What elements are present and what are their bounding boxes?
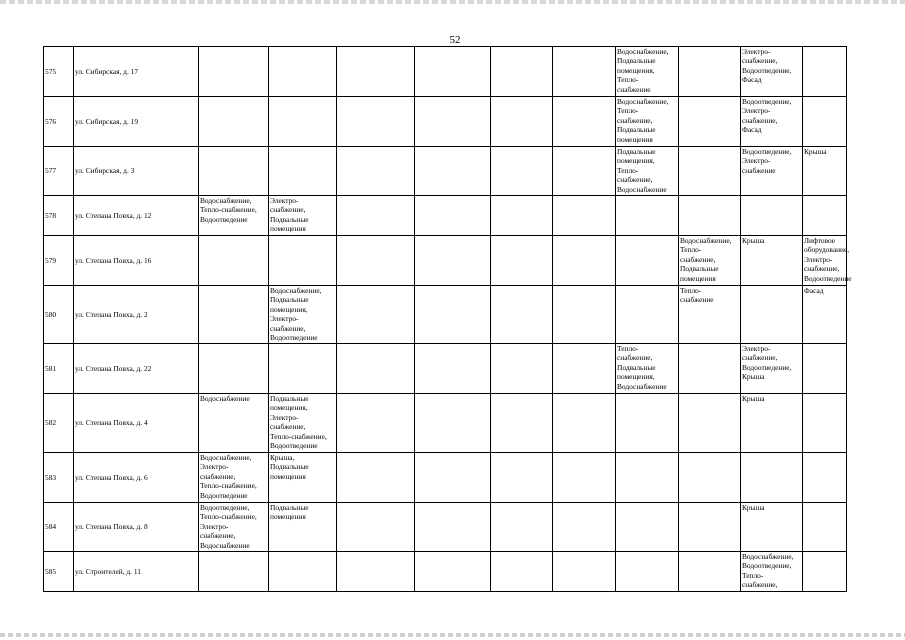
work-type-cell xyxy=(491,147,553,196)
work-type-line: Водоснабжение, xyxy=(200,196,252,205)
work-type-cell xyxy=(199,196,269,236)
work-type-cell xyxy=(741,47,803,97)
row-number: 579 xyxy=(44,236,74,286)
work-type-cell xyxy=(679,394,741,453)
work-type-cell xyxy=(553,147,616,196)
work-type-cell xyxy=(199,286,269,344)
work-type-cell xyxy=(741,286,803,344)
work-type-cell xyxy=(553,196,616,236)
work-type-cell xyxy=(337,147,415,196)
work-type-line: помещения, xyxy=(617,65,655,75)
work-type-cell xyxy=(491,344,553,394)
work-type-line: Водоотведение xyxy=(200,214,248,224)
table-row xyxy=(44,286,847,344)
work-type-line: Водоснабжение xyxy=(617,184,667,194)
work-type-line: снабжение, xyxy=(742,353,778,363)
work-type-line: Подвальные xyxy=(680,264,719,274)
work-type-cell xyxy=(415,147,491,196)
work-type-cell xyxy=(616,552,679,592)
work-type-cell xyxy=(616,286,679,344)
work-type-cell xyxy=(269,503,337,552)
work-type-line: Подвальные xyxy=(270,295,309,305)
work-type-line: снабжение xyxy=(680,295,714,305)
work-type-cell xyxy=(553,97,616,147)
work-type-line: Электро- xyxy=(742,47,771,56)
table-row xyxy=(44,552,847,592)
work-type-line: Водоотведение xyxy=(200,490,248,500)
work-type-line: Тепло-снабжение, xyxy=(270,431,327,441)
table-row xyxy=(44,503,847,552)
work-type-line: Крыша, xyxy=(270,453,295,462)
work-type-line: снабжение xyxy=(617,84,651,94)
work-type-cell xyxy=(337,196,415,236)
work-type-line: снабжение, xyxy=(742,580,778,590)
work-type-cell xyxy=(415,453,491,503)
work-type-line: снабжение, xyxy=(270,205,306,215)
work-type-cell xyxy=(803,286,847,344)
work-type-line: Тепло- xyxy=(617,106,639,116)
work-type-line: Лифтовое xyxy=(804,236,836,245)
work-type-cell xyxy=(415,552,491,592)
page-number: 52 xyxy=(449,34,461,46)
work-type-line: Подвальные xyxy=(617,56,656,66)
work-type-cell xyxy=(616,503,679,552)
work-type-line: Водоснабжение, xyxy=(680,236,732,245)
work-type-cell xyxy=(269,196,337,236)
work-type-cell xyxy=(199,236,269,286)
work-type-cell xyxy=(491,196,553,236)
address-cell: ул. Сибирская, д. 3 xyxy=(74,147,199,196)
table-row xyxy=(44,344,847,394)
work-type-cell xyxy=(741,344,803,394)
work-type-cell xyxy=(553,286,616,344)
work-type-line: снабжение, xyxy=(270,323,306,333)
work-type-cell xyxy=(553,236,616,286)
work-type-cell xyxy=(491,394,553,453)
work-type-cell xyxy=(803,344,847,394)
work-type-line: Тепло-снабжение, xyxy=(200,205,257,215)
work-type-line: помещения xyxy=(270,224,306,234)
row-number: 580 xyxy=(44,286,74,344)
work-type-line: Электро- xyxy=(270,314,299,324)
work-type-line: Подвальные xyxy=(617,362,656,372)
work-type-cell xyxy=(803,97,847,147)
work-type-cell xyxy=(269,552,337,592)
work-type-cell xyxy=(741,196,803,236)
work-type-line: помещения xyxy=(680,273,716,283)
work-type-line: Тепло-снабжение, xyxy=(200,512,257,522)
work-type-cell xyxy=(491,453,553,503)
work-type-line: помещения xyxy=(617,134,653,144)
work-type-line: помещения xyxy=(270,471,306,481)
work-type-line: снабжение, xyxy=(617,175,653,185)
bottom-scan-border xyxy=(0,633,905,637)
work-type-line: Водоотведение, xyxy=(200,503,250,512)
work-type-line: Водоотведение, xyxy=(742,65,792,75)
work-type-cell xyxy=(616,196,679,236)
work-type-line: Подвальные xyxy=(617,147,656,156)
work-type-cell xyxy=(337,97,415,147)
address-cell: ул. Степана Повха, д. 8 xyxy=(74,503,199,552)
work-type-line: снабжение, xyxy=(617,353,653,363)
work-type-line: снабжение, xyxy=(200,531,236,541)
work-type-cell xyxy=(337,47,415,97)
table-row xyxy=(44,453,847,503)
work-type-line: снабжение, xyxy=(617,115,653,125)
work-type-cell xyxy=(679,503,741,552)
work-type-line: помещения, xyxy=(617,372,655,382)
table-row xyxy=(44,394,847,453)
work-type-cell xyxy=(415,286,491,344)
work-type-line: Тепло- xyxy=(617,344,639,353)
work-type-cell xyxy=(199,147,269,196)
row-number: 576 xyxy=(44,97,74,147)
work-type-cell xyxy=(199,552,269,592)
work-type-line: Электро- xyxy=(804,254,833,264)
work-type-line: Водоотведение, xyxy=(742,97,792,106)
work-type-cell xyxy=(269,344,337,394)
work-type-cell xyxy=(337,286,415,344)
row-number: 584 xyxy=(44,503,74,552)
work-type-line: снабжение, xyxy=(742,56,778,66)
work-type-cell xyxy=(337,236,415,286)
table-row xyxy=(44,97,847,147)
address-cell: ул. Степана Повха, д. 6 xyxy=(74,453,199,503)
work-type-line: Крыша xyxy=(742,503,765,512)
work-type-cell xyxy=(199,344,269,394)
work-type-line: Водоснабжение, xyxy=(270,286,322,295)
work-type-line: Водоснабжение, xyxy=(200,453,252,462)
work-type-line: снабжение xyxy=(742,165,776,175)
work-type-cell xyxy=(337,503,415,552)
work-type-cell xyxy=(679,236,741,286)
address-cell: ул. Степана Повха, д. 12 xyxy=(74,196,199,236)
work-type-cell xyxy=(269,453,337,503)
address-cell: ул. Сибирская, д. 17 xyxy=(74,47,199,97)
work-type-cell xyxy=(741,503,803,552)
repair-schedule-table xyxy=(43,46,852,592)
work-type-cell xyxy=(553,552,616,592)
address-cell: ул. Степана Повха, д. 4 xyxy=(74,394,199,453)
address-cell: ул. Степана Повха, д. 22 xyxy=(74,344,199,394)
work-type-cell xyxy=(741,394,803,453)
work-type-cell xyxy=(269,286,337,344)
work-type-cell xyxy=(616,236,679,286)
row-number: 582 xyxy=(44,394,74,453)
work-type-cell xyxy=(415,394,491,453)
work-type-line: Тепло- xyxy=(617,75,639,85)
work-type-cell xyxy=(553,394,616,453)
address-cell: ул. Строителей, д. 11 xyxy=(74,552,199,592)
work-type-cell xyxy=(679,147,741,196)
work-type-line: Тепло- xyxy=(680,245,702,255)
work-type-cell xyxy=(803,196,847,236)
work-type-cell xyxy=(553,344,616,394)
work-type-cell xyxy=(269,236,337,286)
row-number: 577 xyxy=(44,147,74,196)
work-type-cell xyxy=(199,503,269,552)
work-type-cell xyxy=(679,196,741,236)
work-type-line: Водоотведение xyxy=(270,441,318,451)
work-type-line: Электро- xyxy=(200,521,229,531)
work-type-line: Тепло-снабжение, xyxy=(200,481,257,491)
work-type-line: Тепло- xyxy=(617,165,639,175)
work-type-cell xyxy=(491,236,553,286)
work-type-line: Водоотведение, xyxy=(742,362,792,372)
work-type-line: Водоотведение, xyxy=(742,561,792,571)
work-type-cell xyxy=(269,394,337,453)
row-number: 585 xyxy=(44,552,74,592)
work-type-line: Подвальные xyxy=(270,394,309,403)
work-type-cell xyxy=(803,453,847,503)
work-type-line: Крыша xyxy=(742,372,765,382)
work-type-line: Подвальные xyxy=(270,214,309,224)
row-number: 578 xyxy=(44,196,74,236)
work-type-cell xyxy=(491,552,553,592)
table-row xyxy=(44,196,847,236)
work-type-line: снабжение, xyxy=(270,422,306,432)
work-type-cell xyxy=(337,552,415,592)
work-type-cell xyxy=(491,97,553,147)
work-type-cell xyxy=(337,344,415,394)
table-row xyxy=(44,236,847,286)
work-type-cell xyxy=(415,344,491,394)
work-type-cell xyxy=(269,147,337,196)
work-type-cell xyxy=(803,503,847,552)
table-row xyxy=(44,47,847,97)
work-type-line: Фасад xyxy=(804,286,824,295)
work-type-line: Водоснабжение, xyxy=(617,97,669,106)
work-type-cell xyxy=(491,47,553,97)
work-type-cell xyxy=(491,503,553,552)
work-type-line: Электро- xyxy=(742,344,771,353)
work-type-cell xyxy=(803,552,847,592)
address-cell: ул. Сибирская, д. 19 xyxy=(74,97,199,147)
work-type-line: Подвальные xyxy=(270,462,309,472)
work-type-cell xyxy=(803,147,847,196)
address-cell: ул. Степана Повха, д. 2 xyxy=(74,286,199,344)
work-type-line: Электро- xyxy=(270,196,299,205)
work-type-cell xyxy=(679,47,741,97)
work-type-line: Подвальные xyxy=(270,503,309,512)
work-type-cell xyxy=(679,453,741,503)
work-type-cell xyxy=(741,97,803,147)
work-type-line: Электро- xyxy=(742,156,771,166)
work-type-line: Тепло- xyxy=(742,570,764,580)
work-type-line: снабжение, xyxy=(742,115,778,125)
table-row xyxy=(44,147,847,196)
work-type-line: помещения, xyxy=(270,403,308,413)
work-type-line: помещения xyxy=(270,512,306,522)
top-scan-border xyxy=(0,0,905,4)
work-type-cell xyxy=(199,453,269,503)
work-type-cell xyxy=(803,47,847,97)
work-type-line: Водоотведение, xyxy=(742,147,792,156)
work-type-line: помещения, xyxy=(270,304,308,314)
row-number: 575 xyxy=(44,47,74,97)
work-type-cell xyxy=(741,552,803,592)
work-type-cell xyxy=(679,97,741,147)
work-type-line: снабжение, xyxy=(680,254,716,264)
work-type-cell xyxy=(553,503,616,552)
work-type-cell xyxy=(199,47,269,97)
work-type-line: Фасад xyxy=(742,125,762,135)
row-number: 583 xyxy=(44,453,74,503)
work-type-cell xyxy=(616,394,679,453)
work-type-line: Крыша xyxy=(742,236,765,245)
work-type-line: Водоснабжение xyxy=(200,394,250,403)
work-type-line: снабжение, xyxy=(200,471,236,481)
work-type-line: Водоотведение xyxy=(804,273,852,283)
work-type-line: Крыша xyxy=(804,147,827,156)
work-type-cell xyxy=(415,97,491,147)
work-type-line: Водоотведение xyxy=(270,333,318,343)
work-type-cell xyxy=(269,97,337,147)
address-cell: ул. Степана Повха, д. 16 xyxy=(74,236,199,286)
work-type-line: Водоснабжение xyxy=(200,540,250,550)
work-type-line: снабжение, xyxy=(804,264,840,274)
work-type-cell xyxy=(616,147,679,196)
work-type-cell xyxy=(199,394,269,453)
work-type-cell xyxy=(491,286,553,344)
work-type-cell xyxy=(553,453,616,503)
work-type-cell xyxy=(741,453,803,503)
work-type-cell xyxy=(553,47,616,97)
work-type-line: Крыша xyxy=(742,394,765,403)
work-type-cell xyxy=(269,47,337,97)
work-type-cell xyxy=(741,147,803,196)
work-type-cell xyxy=(415,503,491,552)
work-type-cell xyxy=(337,394,415,453)
work-type-line: Водоснабжение, xyxy=(617,47,669,56)
work-type-line: оборудование, xyxy=(804,245,850,255)
work-type-line: Электро- xyxy=(742,106,771,116)
work-type-cell xyxy=(616,47,679,97)
row-number: 581 xyxy=(44,344,74,394)
work-type-cell xyxy=(199,97,269,147)
work-type-line: Водоснабжение xyxy=(617,381,667,391)
work-type-cell xyxy=(803,236,852,286)
work-type-cell xyxy=(616,344,679,394)
work-type-cell xyxy=(616,453,679,503)
work-type-line: Водоснабжение, xyxy=(742,552,794,561)
work-type-cell xyxy=(415,47,491,97)
work-type-line: помещения, xyxy=(617,156,655,166)
work-type-cell xyxy=(679,344,741,394)
work-type-cell xyxy=(616,97,679,147)
work-type-cell xyxy=(415,236,491,286)
work-type-cell xyxy=(337,453,415,503)
work-type-cell xyxy=(741,236,803,286)
work-type-line: Электро- xyxy=(270,412,299,422)
work-type-cell xyxy=(415,196,491,236)
work-type-line: Тепло- xyxy=(680,286,702,295)
work-type-cell xyxy=(679,552,741,592)
work-type-line: Фасад xyxy=(742,75,762,85)
work-type-cell xyxy=(679,286,741,344)
work-type-cell xyxy=(803,394,847,453)
work-type-line: Электро- xyxy=(200,462,229,472)
work-type-line: Подвальные xyxy=(617,125,656,135)
